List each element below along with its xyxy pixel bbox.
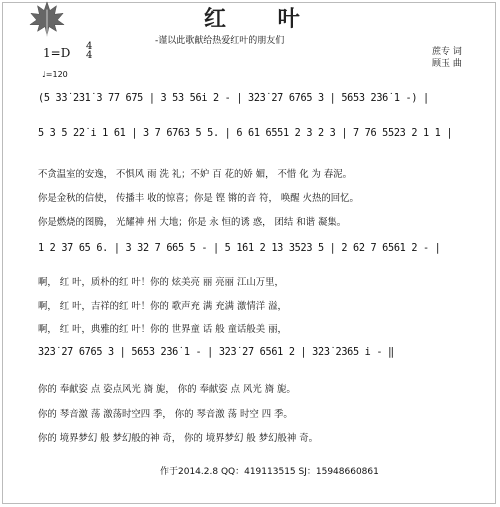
lyric-line: 啊， 红 叶，质朴的红 叶！你的 炫美亮 丽 亮丽 江山万里，: [38, 277, 284, 288]
meter-top: 4: [86, 41, 93, 52]
time-signature: [86, 42, 92, 60]
meter-bottom: 4: [86, 50, 93, 61]
tempo-mark: ♩=120: [42, 70, 68, 79]
lyric-line: 你的 境界梦幻 般 梦幻般的神 奇， 你的 境界梦幻 般 梦幻般神 奇。: [38, 433, 318, 444]
lyric-line: 你是燃烧的图腾， 光耀神 州 大地；你是 永 恒的诱 惑， 团结 和谐 凝集。: [38, 217, 347, 228]
lyric-line: 你是金秋的信使， 传播丰 收的惊喜；你是 铿 锵的音 符， 唤醒 火热的回忆。: [38, 193, 359, 204]
notation-line: 1 2 3̇7 6̇5 6. | 3 3̇2 7 665 5 - | 5 1̇6̇1 2 1̇3 3523 5 | 2 6̇2 7 6561 2 - |: [38, 243, 441, 254]
composer-credit: 顾玉 曲: [432, 59, 462, 69]
notation-line: (5 3̇3̇ 2̇3̇1̇ 3 77 675 | 3 53 56i 2 - | 3̇2̇3̇ 2̇7 6765 3 | 5653 2̇36̇ 1 -) |: [38, 93, 429, 104]
lyricist-credit: 蔗专 词: [432, 47, 462, 57]
maple-leaf-icon: [28, 0, 66, 38]
footer-info: 作于2014.2.8 QQ：419113515 SJ：15948660861: [160, 467, 379, 477]
notation-line: 3̇2̇3̇ 2̇7 6765 3 | 5653 2̇36̇ 1 - | 3̇2̇3̇ 2̇7 6561 2 | 3̇2̇3̇ 2̇365 i - ‖: [38, 347, 394, 358]
lyric-line: 啊， 红 叶，典雅的红 叶！你的 世界童 话 般 童话般美 丽，: [38, 324, 287, 335]
key-signature: 1=D: [43, 46, 71, 60]
song-title: 红 叶: [204, 7, 322, 32]
lyric-line: 不贪温室的安逸， 不惧风 雨 洗 礼；不妒 百 花的娇 媚， 不惜 化 为 春泥。: [38, 169, 353, 180]
lyric-line: 啊， 红 叶，吉祥的红 叶！你的 歌声充 满 充满 激情洋 溢，: [38, 301, 287, 312]
lyric-line: 你的 琴音激 荡 激荡时空四 季， 你的 琴音激 荡 时空 四 季。: [38, 409, 293, 420]
song-subtitle: -谨以此歌献给热爱红叶的朋友们: [155, 36, 285, 46]
lyric-line: 你的 奉献姿 点 姿点风光 旖 旎， 你的 奉献姿 点 风光 旖 旎。: [38, 384, 296, 395]
notation-line: 5 3 5 2̇2̇ i 1 6̇1 | 3 7 6763 5 5. | 6 6̇1 6551 2 3 2 3 | 7 76 5523 2 1 1 |: [38, 128, 453, 139]
